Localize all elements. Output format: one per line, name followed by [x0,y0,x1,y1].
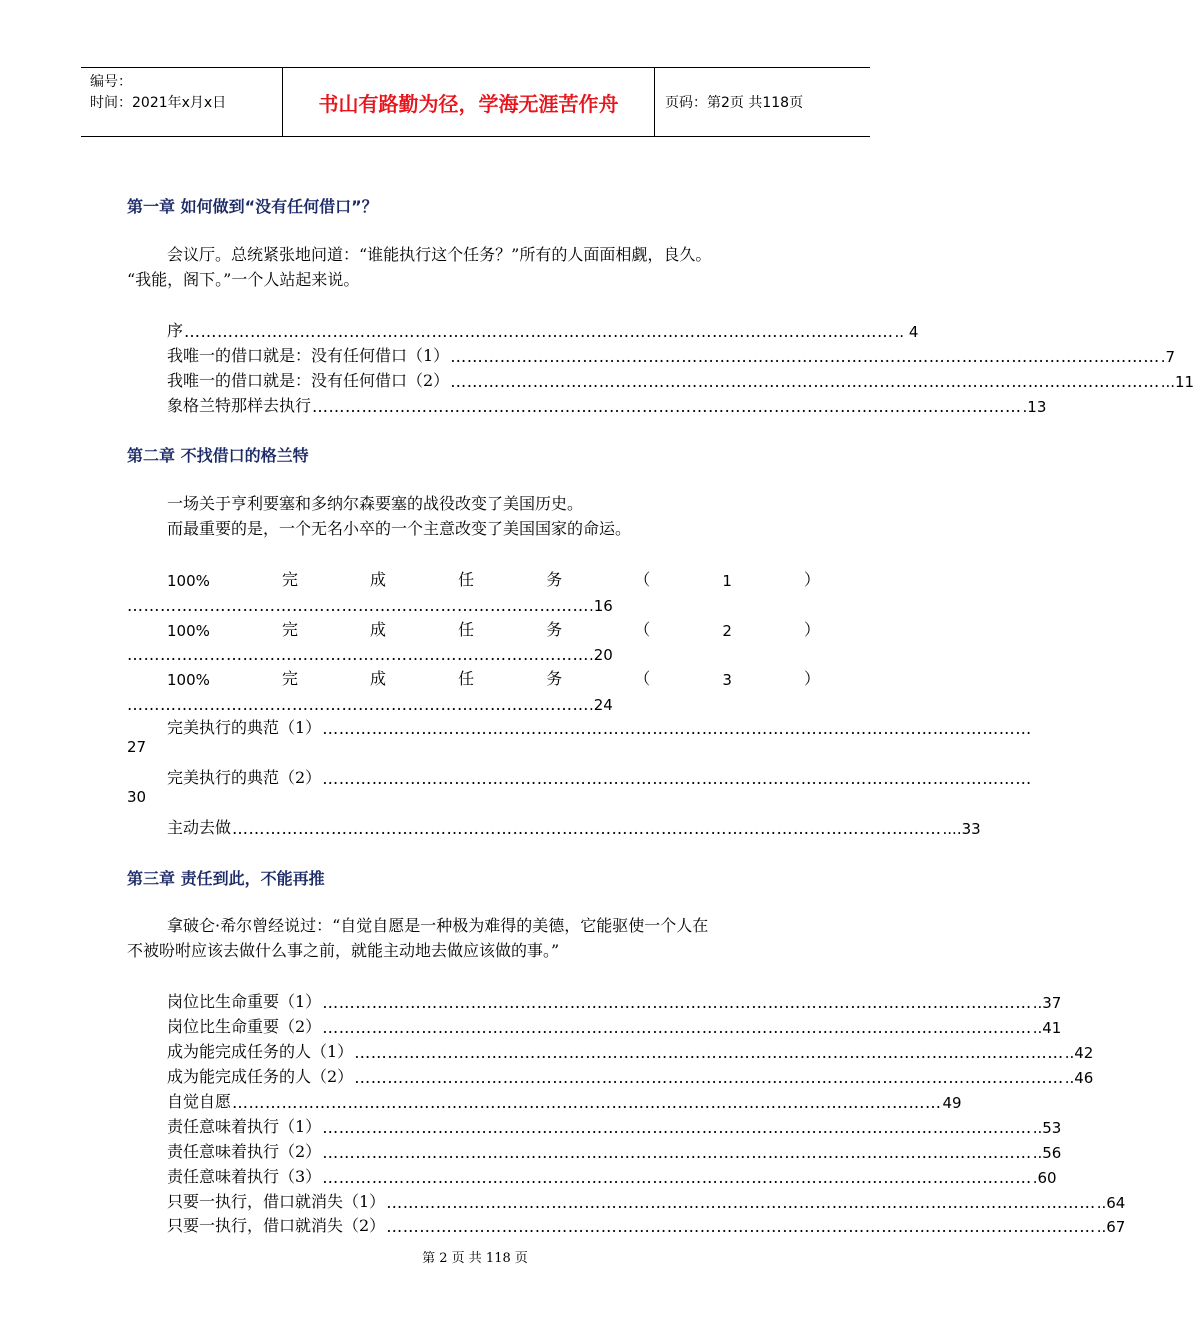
toc-entry-page: ..42 [1064,1044,1094,1062]
toc-entry-page: .. 4 [894,323,919,341]
header-number: 编号： [90,74,132,90]
spread-word: 任 [458,669,475,688]
toc-spread-entry[interactable] [167,565,820,590]
toc-entry-page: ..64 [1096,1194,1126,1212]
toc-entry-label: 我唯一的借口就是：没有任何借口（2） [167,371,450,390]
spread-word: 完 [281,570,298,589]
toc-leader: ………………………………………………………………………………………………………………… [322,1018,1032,1037]
chapter-1-title [127,194,378,217]
toc-entry-label: 完美执行的典范（1） [167,718,322,737]
toc-entry-page: .60 [1032,1169,1057,1187]
toc-entry-page: ....33 [942,820,981,838]
toc-entry-page: ..56 [1032,1144,1062,1162]
spread-word: 务 [546,570,563,589]
toc-leader: ………………………………………………………………………… [127,645,589,664]
toc-leader: ………………………………………………………………………………………………………………… [386,1193,1096,1212]
toc-leader: ………………………………………………………………………………………………………………… [354,1068,1064,1087]
toc-entry-page: ..41 [1032,1019,1062,1037]
toc-leader: ………………………………………………………………………………………………………………… [450,372,1160,391]
spread-word: 务 [546,669,563,688]
toc-entry-page: .24 [589,696,613,714]
toc-entry-label: 只要一执行，借口就消失（1） [167,1192,386,1211]
chapter-1-title-text: 第一章 如何做到“没有任何借口”？ [127,197,378,216]
toc-spread-entry[interactable] [167,615,820,640]
toc-entry-page: ..37 [1032,994,1062,1012]
spread-word: ） [803,570,820,589]
toc-entry-label: 主动去做 [167,818,232,837]
spread-word: 任 [458,570,475,589]
toc-entry[interactable] [167,1137,1062,1162]
toc-entry-page: 49 [942,1094,962,1112]
toc-entry-page: .16 [589,597,613,615]
toc-entry-page: 27 [127,738,147,756]
toc-entry-label: 成为能完成任务的人（2） [167,1067,354,1086]
toc-leader: ………………………………………………………………………………………………………………… [450,347,1160,366]
spread-word: （ [634,570,651,589]
toc-leader: ………………………………………………………………………………………………………………… [322,1118,1032,1137]
toc-entry-page: .20 [589,646,613,664]
header-info [81,68,282,136]
spread-word: 3 [722,671,732,689]
chapter-3-title [127,866,325,889]
toc-leader: ………………………………………………………………………………………………………………… [322,719,1032,738]
chapter-2-title-text: 第二章 不找借口的格兰特 [127,446,309,465]
toc-leader: ………………………………………………………………………………………………………………… [232,819,942,838]
toc-entry[interactable] [167,1087,962,1112]
toc-entry-page: ..67 [1096,1218,1126,1236]
toc-entry[interactable] [167,1062,1094,1087]
toc-entry[interactable] [167,391,1047,416]
spread-word: ） [803,620,820,639]
spread-word: 1 [722,572,732,590]
toc-entry-label: 岗位比生命重要（2） [167,1017,322,1036]
spread-word: 100% [167,572,210,590]
toc-spread-leader [127,639,613,664]
toc-entry-label: 责任意味着执行（1） [167,1117,322,1136]
spread-word: （ [634,620,651,639]
toc-entry-label: 序 [167,321,184,340]
toc-entry-label: 我唯一的借口就是：没有任何借口（1） [167,346,450,365]
toc-leader: ………………………………………………………………………………………………………………… [386,1217,1096,1236]
toc-entry[interactable] [167,1112,1062,1137]
spread-word: 完 [281,669,298,688]
toc-leader: ………………………………………………………………………………………………………………… [322,993,1032,1012]
spread-word: 100% [167,671,210,689]
toc-entry[interactable] [167,316,919,341]
toc-entry-label: 责任意味着执行（2） [167,1142,322,1161]
spread-word: （ [634,669,651,688]
toc-entry[interactable] [167,1162,1057,1187]
toc-entry[interactable] [167,1037,1094,1062]
page-footer: 第 2 页 共 118 页 [422,1251,528,1266]
toc-entry-label: 成为能完成任务的人（1） [167,1042,354,1061]
toc-leader: ………………………………………………………………………… [127,596,589,615]
chapter-2-title [127,443,309,466]
header-motto: 书山有路勤为径，学海无涯苦作舟 [282,68,655,136]
toc-entry-page: ..46 [1064,1069,1094,1087]
spread-word: 成 [370,620,387,639]
toc-entry-page: .13 [1022,398,1047,416]
toc-spread-leader [127,590,613,615]
toc-entry[interactable] [167,1187,1126,1212]
spread-word: 2 [722,622,732,640]
toc-spread-entry[interactable] [167,664,820,689]
toc-entry-page: 30 [127,788,147,806]
toc-entry[interactable] [167,1012,1062,1037]
chapter-2-intro [127,491,842,541]
intro-line: 而最重要的是，一个无名小卒的一个主意改变了美国国家的命运。 [167,519,632,538]
spread-word: 完 [281,620,298,639]
toc-leader: ………………………………………………………………………………………………………………… [322,1168,1032,1187]
toc-entry-label: 责任意味着执行（3） [167,1167,322,1186]
intro-line: 会议厅。总统紧张地问道：“谁能执行这个任务？”所有的人面面相觑，良久。 [167,245,712,264]
toc-entry-label: 只要一执行，借口就消失（2） [167,1216,386,1235]
intro-line: 不被吩咐应该去做什么事之前，就能主动地去做应该做的事。” [127,941,560,960]
chapter-3-title-text: 第三章 责任到此，不能再推 [127,869,325,888]
toc-leader: ………………………………………………………………………………………………………………… [354,1043,1064,1062]
toc-entry[interactable] [167,987,1062,1012]
spread-word: 成 [370,669,387,688]
toc-entry-page: ...11 [1160,373,1194,391]
header-page-number: 页码：第2页 共118页 [665,95,804,111]
toc-entry-label: 完美执行的典范（2） [167,768,322,787]
toc-spread-leader [127,689,613,714]
toc-entry-wrapped[interactable] [167,713,1032,738]
toc-leader: ………………………………………………………………………………………………………………… [322,769,1032,788]
toc-entry[interactable] [167,1211,1126,1236]
toc-entry[interactable] [167,366,1194,391]
header-date: 时间：2021年x月x日 [90,95,227,111]
toc-leader: ………………………………………………………………………………………………………………… [184,322,894,341]
toc-entry-label: 岗位比生命重要（1） [167,992,322,1011]
spread-word: 成 [370,570,387,589]
intro-line: “我能，阁下。”一个人站起来说。 [127,270,360,289]
toc-leader: ………………………………………………………………………………………………………………… [232,1093,942,1112]
chapter-1-intro [127,242,842,292]
spread-word: ） [803,669,820,688]
intro-line: 拿破仑·希尔曾经说过：“自觉自愿是一种极为难得的美德，它能驱使一个人在 [167,916,709,935]
toc-leader: ………………………………………………………………………… [127,695,589,714]
toc-entry-label: 自觉自愿 [167,1092,232,1111]
toc-entry-page: ..53 [1032,1119,1062,1137]
intro-line: 一场关于亨利要塞和多纳尔森要塞的战役改变了美国历史。 [167,494,584,513]
toc-entry-page: .7 [1160,348,1175,366]
toc-entry-label: 象格兰特那样去执行 [167,396,312,415]
toc-leader: ………………………………………………………………………………………………………………… [322,1143,1032,1162]
page-header [81,67,870,137]
toc-leader: ………………………………………………………………………………………………………………… [312,397,1022,416]
spread-word: 务 [546,620,563,639]
toc-entry-wrapped[interactable] [167,763,1032,788]
toc-entry[interactable] [167,813,981,838]
spread-word: 任 [458,620,475,639]
spread-word: 100% [167,622,210,640]
chapter-3-intro [127,913,842,963]
toc-entry[interactable] [167,341,1175,366]
